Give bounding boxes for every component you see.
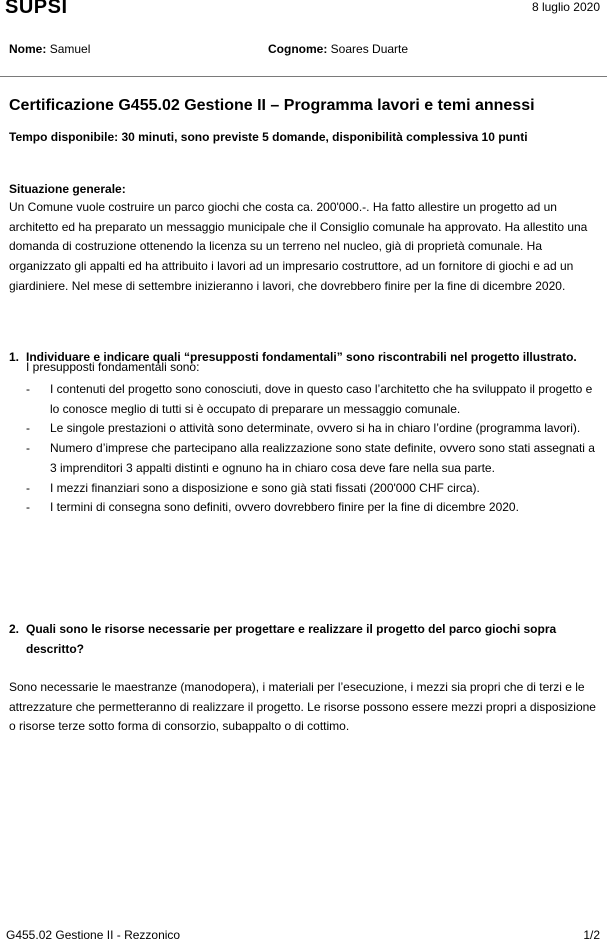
header-divider (0, 76, 607, 77)
list-item: - I contenuti del progetto sono conosciuti, dove in questo caso l’architetto che ha sviluppato il progetto e lo conosce meglio di tutti si è occupato di preparare un messaggio comunale. (26, 380, 601, 419)
situation-heading: Situazione generale: (9, 182, 126, 196)
supsi-logo: SUPSI (5, 0, 68, 18)
footer-course: G455.02 Gestione II - Rezzonico (6, 928, 181, 942)
question-2-number: 2. (9, 622, 20, 636)
student-info (9, 42, 599, 56)
list-item: - I mezzi finanziari sono a disposizione e sono già stati fissati (200'000 CHF circa). (26, 479, 601, 499)
page-number: 1/2 (583, 928, 600, 942)
exam-time-info: Tempo disponibile: 30 minuti, sono previste 5 domande, disponibilità complessiva 10 punti (9, 130, 528, 144)
question-2-text: Quali sono le risorse necessarie per progettare e realizzare il progetto del parco giochi sopra descritto? (26, 622, 557, 656)
surname-label: Cognome: (268, 42, 328, 56)
exam-title: Certificazione G455.02 Gestione II – Programma lavori e temi annessi (9, 97, 535, 114)
name-field (9, 42, 90, 56)
answer-2-text: Sono necessarie le maestranze (manodopera), i materiali per l’esecuzione, i mezzi sia propri che di terzi e le attrezzature che permetteranno di realizzare il progetto. Le risorse possono essere mezzi propri a disposizione o risorse terze sotto forma di consorzio, subappalto o di cottimo. (9, 680, 596, 734)
name-label: Nome: (9, 42, 47, 56)
name-value: Samuel (49, 42, 91, 56)
question-2 (9, 620, 601, 659)
answer-1-list (26, 380, 601, 518)
question-1-text: Individuare e indicare quali “presupposti fondamentali” sono riscontrabili nel progetto illustrato. (26, 350, 577, 364)
document-date: 8 luglio 2020 (531, 0, 600, 14)
surname-field (268, 42, 408, 56)
list-item: - I termini di consegna sono definiti, ovvero dovrebbero finire per la fine di dicembre 2020. (26, 498, 601, 518)
situation-text: Un Comune vuole costruire un parco giochi che costa ca. 200'000.-. Ha fatto allestire un progetto ad un architetto ed ha preparato un messaggio municipale che il Consiglio comunale ha approvato. Ha allestito una domanda di costruzione ottenendo la licenza su un terreno nel nucleo, già di proprietà comunale. Ha organizzato gli appalti ed ha attribuito i lavori ad un impresario costruttore, ad un fornitore di giochi e ad un giardiniere. Nel mese di settembre inizieranno i lavori, che dovrebbero finire per la fine di dicembre 2020. (9, 200, 588, 293)
surname-value: Soares Duarte (330, 42, 409, 56)
list-item: - Le singole prestazioni o attività sono determinate, ovvero si ha in chiaro l’ordine (programma lavori). (26, 419, 601, 439)
answer-1-intro: I presupposti fondamentali sono: (26, 360, 200, 374)
list-item: - Numero d’imprese che partecipano alla realizzazione sono state definite, ovvero sono stati assegnati a 3 imprenditori 3 appalti distinti e ognuno ha in chiaro cosa deve fare nella sua parte. (26, 439, 601, 478)
question-1-number: 1. (9, 350, 20, 364)
